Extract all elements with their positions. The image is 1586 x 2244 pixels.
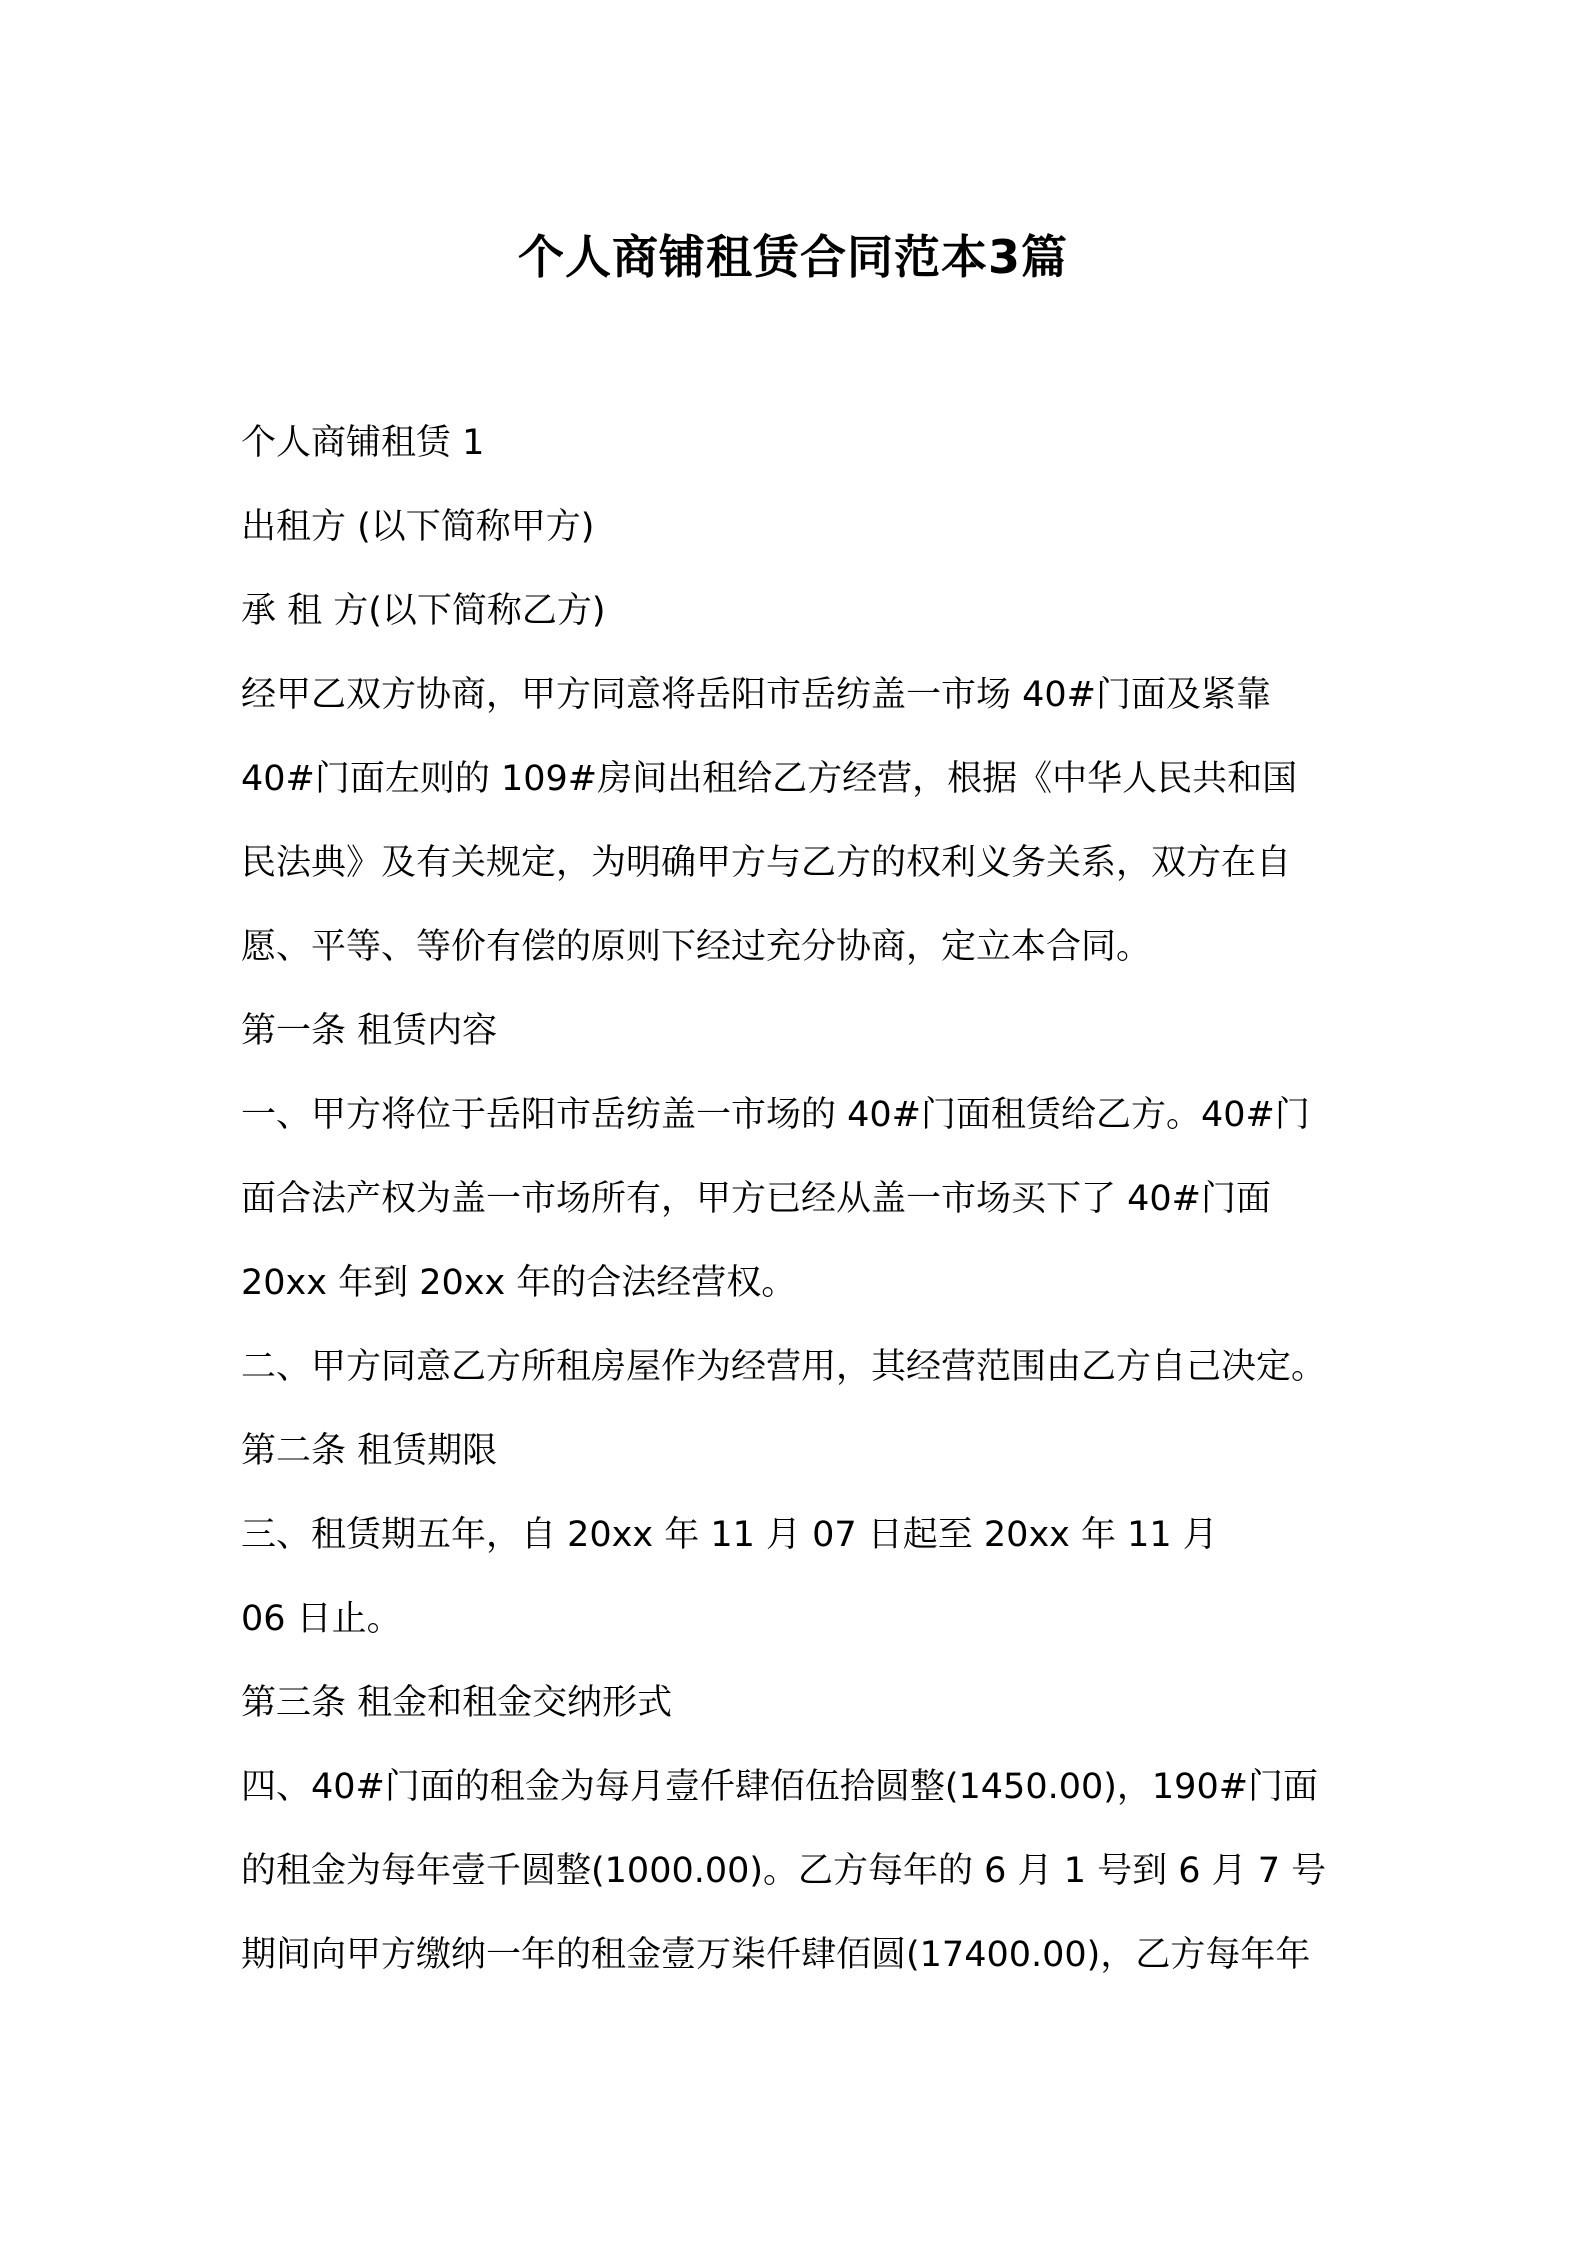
paragraph-line: 四、40#门面的租金为每月壹仟肆佰伍拾圆整(1450.00)，190#门面 xyxy=(241,1767,1319,1807)
paragraph-line: 经甲乙双方协商，甲方同意将岳阳市岳纺盖一市场 40#门面及紧靠 xyxy=(241,675,1271,715)
paragraph-line: 一、甲方将位于岳阳市岳纺盖一市场的 40#门面租赁给乙方。40#门 xyxy=(241,1095,1310,1135)
heading-lease-1: 个人商铺租赁 1 xyxy=(241,423,485,463)
paragraph-line: 20xx 年到 20xx 年的合法经营权。 xyxy=(241,1263,797,1303)
article-1-heading: 第一条 租赁内容 xyxy=(241,1011,498,1051)
article-2-heading: 第二条 租赁期限 xyxy=(241,1431,498,1471)
paragraph-line: 三、租赁期五年，自 20xx 年 11 月 07 日起至 20xx 年 11 月 xyxy=(241,1515,1218,1555)
paragraph-line: 06 日止。 xyxy=(241,1599,402,1639)
paragraph-line: 期间向甲方缴纳一年的租金壹万柒仟肆佰圆(17400.00)，乙方每年年 xyxy=(241,1935,1311,1975)
paragraph-line: 面合法产权为盖一市场所有，甲方已经从盖一市场买下了 40#门面 xyxy=(241,1179,1271,1219)
document-title: 个人商铺租赁合同范本3篇 xyxy=(517,230,1068,284)
party-lessee-line: 承 租 方(以下简称乙方) xyxy=(241,591,606,631)
paragraph-line: 民法典》及有关规定，为明确甲方与乙方的权利义务关系，双方在自 xyxy=(241,843,1292,883)
paragraph-line: 二、甲方同意乙方所租房屋作为经营用，其经营范围由乙方自己决定。 xyxy=(241,1347,1327,1387)
document-body xyxy=(241,401,1356,1997)
paragraph-line: 的租金为每年壹千圆整(1000.00)。乙方每年的 6 月 1 号到 6 月 7 号 xyxy=(241,1851,1327,1891)
paragraph-line: 40#门面左则的 109#房间出租给乙方经营，根据《中华人民共和国 xyxy=(241,759,1298,799)
paragraph-line: 愿、平等、等价有偿的原则下经过充分协商，定立本合同。 xyxy=(241,927,1152,967)
article-3-heading: 第三条 租金和租金交纳形式 xyxy=(241,1683,673,1723)
party-lessor-line: 出租方 (以下简称甲方) xyxy=(241,507,595,547)
